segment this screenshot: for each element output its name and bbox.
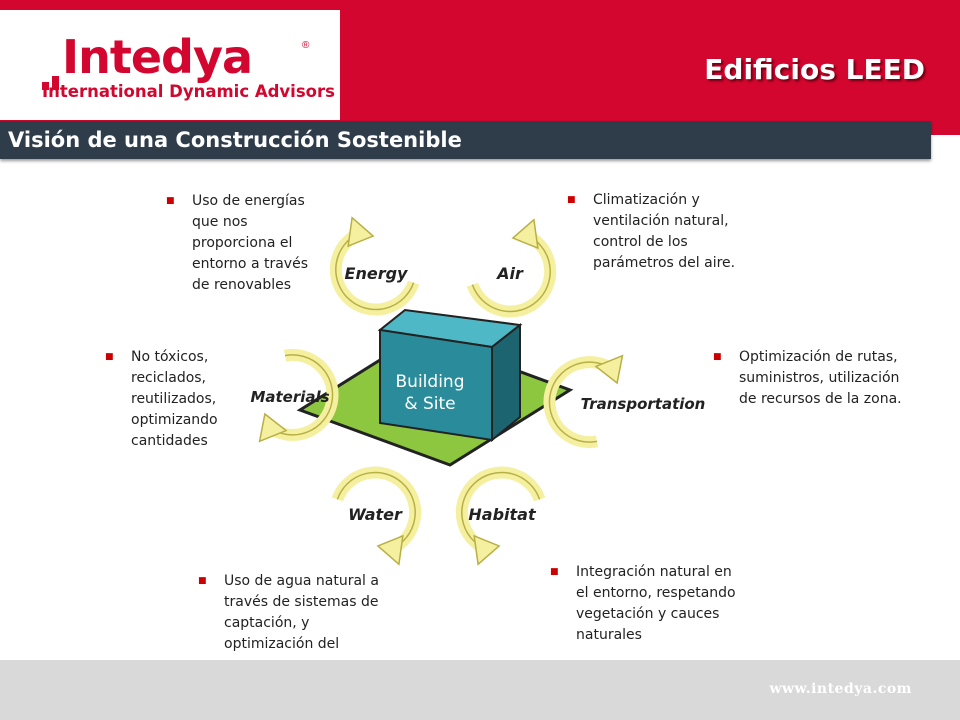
node-energy: Energy: [344, 264, 408, 283]
note-transportation-text: Optimización de rutas, suministros, utilización de recursos de la zona.: [739, 349, 902, 407]
node-water: Water: [348, 505, 402, 524]
bullet-icon: ■: [550, 567, 559, 577]
bullet-icon: ■: [198, 576, 207, 586]
section-title: Visión de una Construcción Sostenible: [8, 128, 462, 152]
note-transportation: [713, 347, 904, 410]
footer-url[interactable]: www.intedya.com: [769, 681, 912, 697]
bullet-icon: ■: [166, 196, 175, 206]
center-label-1: Building: [395, 372, 465, 392]
note-habitat: [550, 562, 736, 646]
node-materials: Materials: [250, 388, 330, 406]
logo-text: Intedya: [62, 30, 253, 84]
note-energy: [166, 191, 327, 296]
note-materials-text: No tóxicos, reciclados, reutilizados, optimizando cantidades: [131, 349, 218, 449]
note-habitat-text: Integración natural en el entorno, respetando vegetación y cauces naturales: [576, 564, 736, 643]
logo-subtitle: International Dynamic Advisors: [42, 82, 335, 101]
note-materials: [105, 347, 241, 452]
logo-registered-mark: ®: [302, 40, 310, 51]
center-label-2: & Site: [404, 394, 456, 414]
note-air: [567, 190, 763, 274]
node-transportation: Transportation: [580, 395, 706, 413]
note-energy-text: Uso de energías que nos proporciona el entorno a través de renovables: [192, 193, 308, 293]
bullet-icon: ■: [105, 352, 114, 362]
node-habitat: Habitat: [468, 505, 536, 524]
note-air-text: Climatización y ventilación natural, control de los parámetros del aire.: [593, 192, 736, 271]
bullet-icon: ■: [567, 195, 576, 205]
page-title: Edificios LEED: [704, 53, 925, 86]
node-air: Air: [497, 264, 523, 283]
bullet-icon: ■: [713, 352, 722, 362]
note-water-text: Uso de agua natural a través de sistemas de captación, y optimización del: [224, 573, 379, 652]
